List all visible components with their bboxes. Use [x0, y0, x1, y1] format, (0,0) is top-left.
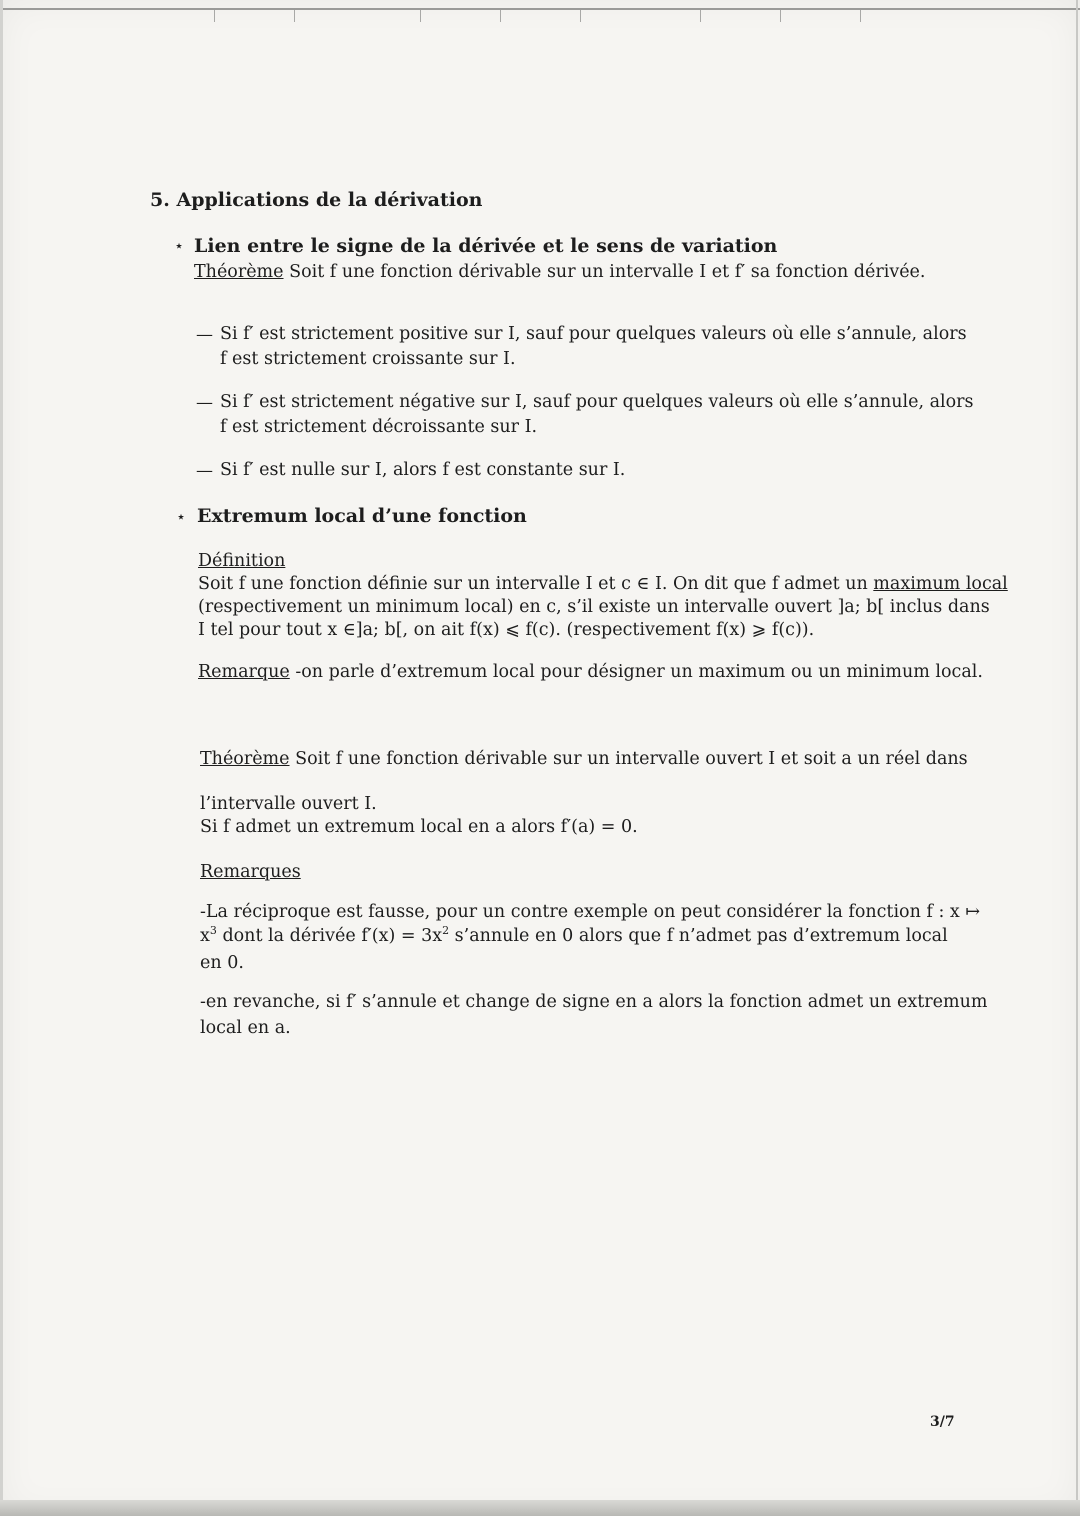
definition-line-2: (respectivement un minimum local) en c, s’il existe un intervalle ouvert ]a; b[ inclus dans: [198, 597, 990, 617]
remark: [198, 660, 983, 684]
ruler-tick: [580, 10, 581, 22]
list-item-2-line1: Si f′ est strictement négative sur I, sauf pour quelques valeurs où elle s’annule, alors: [220, 392, 974, 412]
list-item-1-line2: f est strictement croissante sur I.: [220, 349, 516, 369]
remark-text: -on parle d’extremum local pour désigner un maximum ou un minimum local.: [289, 662, 983, 682]
theorem-label: Théorème: [194, 262, 284, 282]
theorem-text: Soit f une fonction dérivable sur un intervalle ouvert I et soit a un réel dans: [289, 749, 968, 769]
bullet-star-icon: ⋆: [176, 507, 187, 526]
subsection-title-2: Extremum local d’une fonction: [197, 505, 527, 527]
definition-label: Définition: [198, 551, 286, 571]
remark-1-line-1: -La réciproque est fausse, pour un contre exemple on peut considérer la fonction f : x ↦: [200, 902, 981, 922]
left-edge: [0, 0, 3, 1516]
theorem-label: Théorème: [200, 749, 290, 769]
remark-label: Remarque: [198, 662, 290, 682]
definition-line-1: [198, 572, 1008, 596]
remark-text: s’annule en 0 alors que f n’admet pas d’extremum local: [449, 926, 948, 946]
list-item-3-line1: Si f′ est nulle sur I, alors f est constante sur I.: [220, 460, 626, 480]
theorem-2-line-2: l’intervalle ouvert I.: [200, 794, 377, 814]
ruler-tick: [294, 10, 295, 22]
remark-1-line-2: [200, 924, 948, 948]
list-dash: —: [196, 325, 213, 345]
list-item-1-line1: Si f′ est strictement positive sur I, sauf pour quelques valeurs où elle s’annule, alors: [220, 324, 967, 344]
list-item-2-line2: f est strictement décroissante sur I.: [220, 417, 538, 437]
bullet-star-icon: ⋆: [174, 236, 185, 255]
definition-line-3: I tel pour tout x ∈]a; b[, on ait f(x) ⩽ f(c). (respectivement f(x) ⩾ f(c)).: [198, 620, 815, 640]
maximum-local-term: maximum local: [873, 574, 1008, 594]
theorem-2-line-1: [200, 747, 968, 771]
list-dash: —: [196, 461, 213, 481]
theorem-text: Soit f une fonction dérivable sur un intervalle I et f′ sa fonction dérivée.: [289, 262, 926, 282]
remark-1-line-3: en 0.: [200, 953, 244, 973]
bottom-edge: [0, 1500, 1080, 1516]
remark-2-line-2: local en a.: [200, 1018, 291, 1038]
ruler-tick: [214, 10, 215, 22]
ruler-tick: [700, 10, 701, 22]
ruler-tick: [860, 10, 861, 22]
remarks-label: Remarques: [200, 862, 301, 882]
right-edge: [1076, 0, 1078, 1516]
ruler-tick: [420, 10, 421, 22]
ruler-tick: [780, 10, 781, 22]
subsection-title-1: Lien entre le signe de la dérivée et le sens de variation: [194, 235, 778, 257]
ruler-tick: [500, 10, 501, 22]
exponent: 3: [209, 924, 217, 938]
remark-2-line-1: -en revanche, si f′ s’annule et change de signe en a alors la fonction admet un extremum: [200, 992, 988, 1012]
top-border: [0, 8, 1080, 10]
math-x: x: [200, 926, 210, 946]
definition-text: Soit f une fonction définie sur un intervalle I et c ∈ I. On dit que f admet un: [198, 574, 874, 594]
exponent: 2: [442, 924, 450, 938]
list-dash: —: [196, 393, 213, 413]
section-title: 5. Applications de la dérivation: [150, 189, 483, 211]
page-number: 3/7: [930, 1414, 955, 1430]
theorem-2-line-3: Si f admet un extremum local en a alors f′(a) = 0.: [200, 817, 638, 837]
remark-text: dont la dérivée f′(x) = 3x: [216, 926, 443, 946]
theorem-1: [194, 260, 925, 284]
